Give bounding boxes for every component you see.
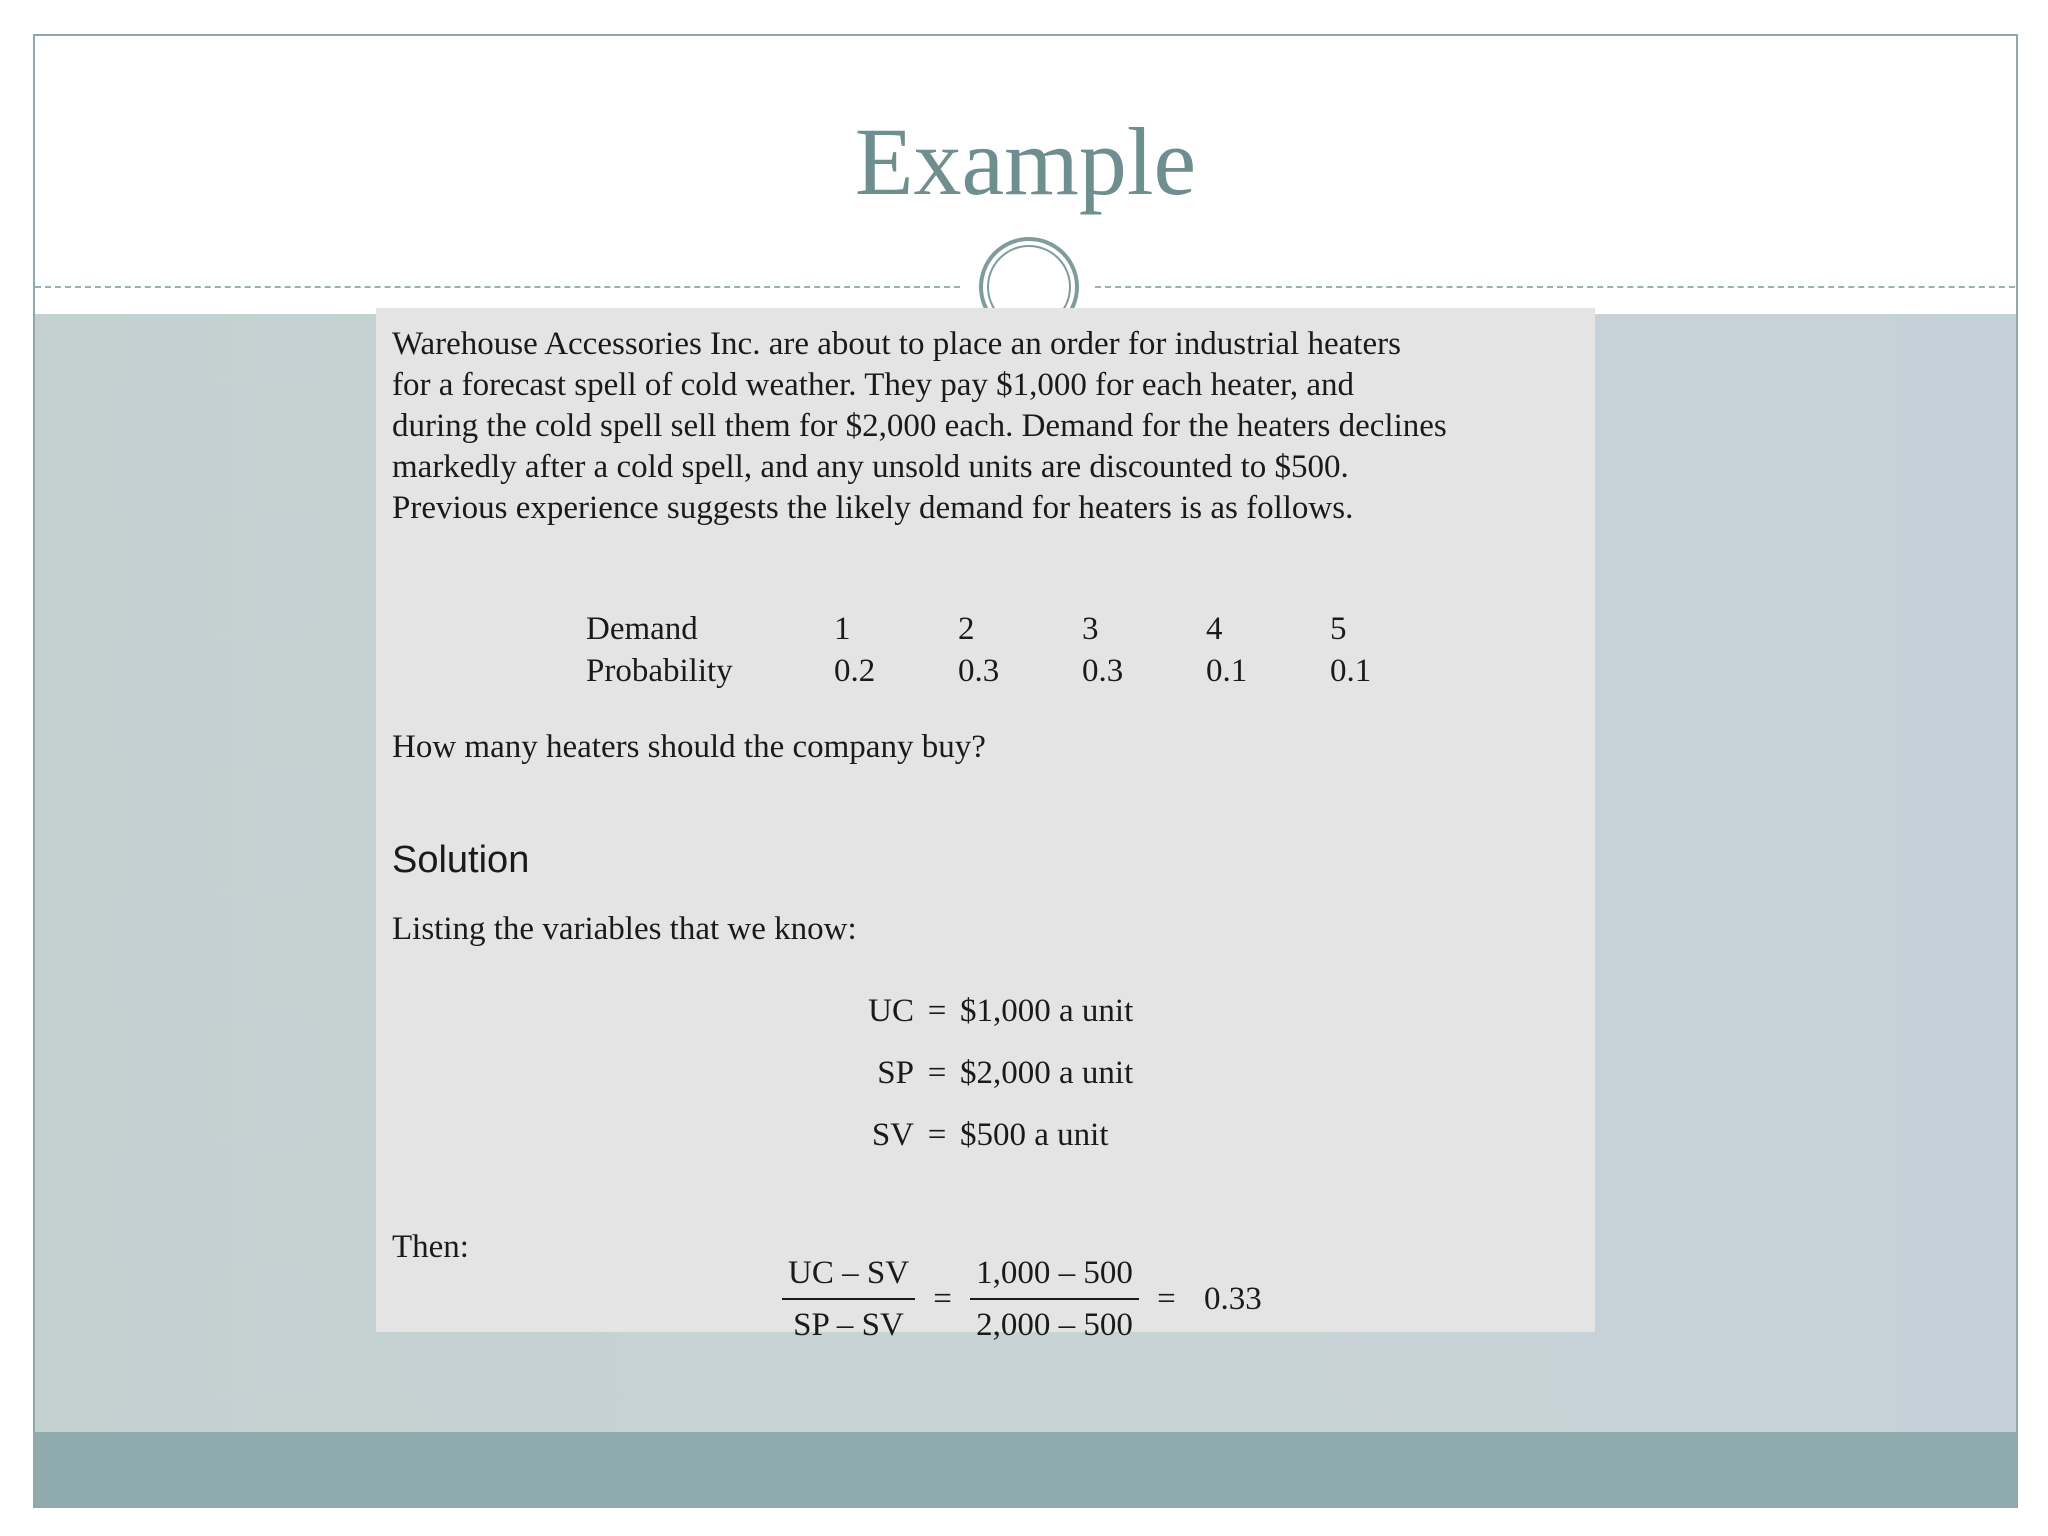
table-cell-probability: 0.3	[958, 653, 1000, 689]
variable-row	[376, 980, 1595, 1042]
fraction-denominator: 2,000 – 500	[976, 1307, 1133, 1343]
equals-sign: =	[927, 993, 947, 1029]
variable-name: UC	[868, 993, 914, 1029]
table-row-demand	[586, 608, 1454, 650]
problem-line: during the cold spell sell them for $2,000 each. Demand for the heaters declines	[392, 408, 1447, 444]
variable-row	[376, 1042, 1595, 1104]
fraction-numerator: 1,000 – 500	[970, 1252, 1139, 1300]
variables-list	[376, 980, 1595, 1166]
table-cell-probability: 0.3	[1082, 653, 1124, 689]
then-label: Then:	[392, 1229, 469, 1265]
variable-value: $1,000 a unit	[960, 993, 1134, 1029]
table-cell-demand: 1	[834, 611, 851, 647]
table-cell-demand: 2	[958, 611, 975, 647]
variable-name: SV	[871, 1117, 914, 1153]
fraction-numerator: UC – SV	[782, 1252, 915, 1300]
slide-title: Example	[854, 108, 1197, 215]
fraction-denominator: SP – SV	[793, 1307, 904, 1343]
equals-sign: =	[927, 1055, 947, 1091]
question-text: How many heaters should the company buy?	[392, 729, 986, 765]
variable-value: $2,000 a unit	[960, 1055, 1134, 1091]
problem-line: Previous experience suggests the likely demand for heaters is as follows.	[392, 490, 1354, 526]
problem-line: for a forecast spell of cold weather. They pay $1,000 for each heater, and	[392, 367, 1354, 403]
table-cell-demand: 5	[1330, 611, 1347, 647]
problem-line: markedly after a cold spell, and any unsold units are discounted to $500.	[392, 449, 1349, 485]
symbolic-fraction	[782, 1252, 915, 1346]
formula-result: 0.33	[1204, 1281, 1262, 1317]
listing-text: Listing the variables that we know:	[392, 911, 857, 947]
table-label-probability: Probability	[586, 653, 733, 689]
variable-name: SP	[877, 1055, 914, 1091]
table-cell-probability: 0.2	[834, 653, 876, 689]
solution-heading: Solution	[392, 839, 530, 881]
table-cell-demand: 3	[1082, 611, 1099, 647]
table-row-probability	[586, 650, 1454, 692]
table-cell-demand: 4	[1206, 611, 1223, 647]
problem-line: Warehouse Accessories Inc. are about to place an order for industrial heaters	[392, 326, 1401, 362]
demand-probability-table	[586, 608, 1454, 692]
table-cell-probability: 0.1	[1330, 653, 1372, 689]
table-cell-probability: 0.1	[1206, 653, 1248, 689]
equals-sign: =	[933, 1281, 952, 1317]
problem-paragraph	[392, 324, 1577, 529]
title-divider-right	[1095, 286, 2018, 288]
table-label-demand: Demand	[586, 611, 698, 647]
footer-band	[35, 1432, 2016, 1508]
numeric-fraction	[970, 1252, 1139, 1346]
variable-row	[376, 1104, 1595, 1166]
variable-value: $500 a unit	[960, 1117, 1109, 1153]
example-image-panel	[376, 308, 1595, 1343]
equals-sign: =	[1157, 1281, 1176, 1317]
critical-ratio-formula	[782, 1252, 1272, 1346]
equals-sign: =	[927, 1117, 947, 1153]
title-divider-left	[35, 286, 960, 288]
